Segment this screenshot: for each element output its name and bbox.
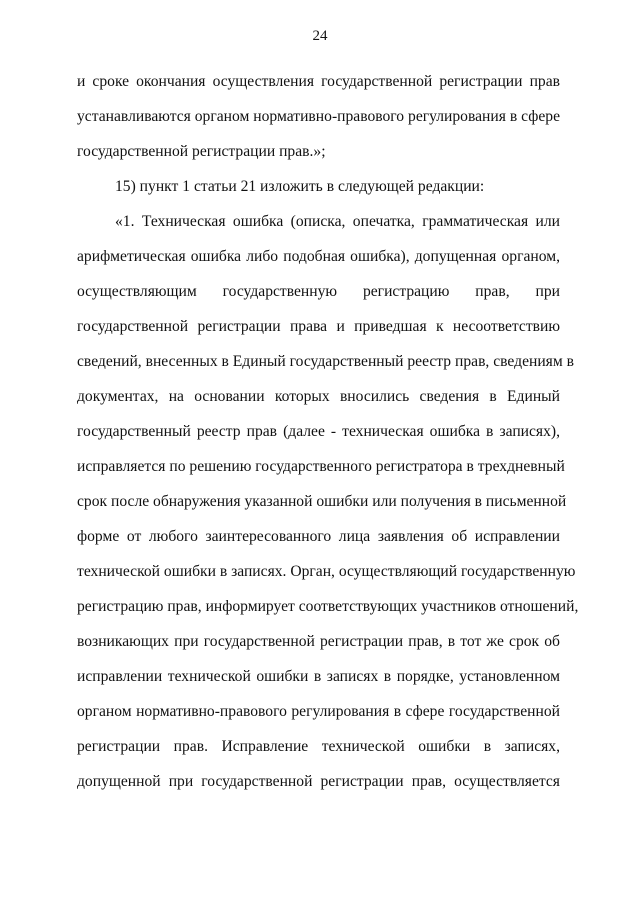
text-line: срок после обнаружения указанной ошибки или получения в письменной xyxy=(77,493,567,510)
text-line: и сроке окончания осуществления государственной регистрации прав xyxy=(77,73,560,90)
text-line: допущенной при государственной регистрации прав, осуществляется xyxy=(77,773,560,790)
text-line: «1. Техническая ошибка (описка, опечатка, грамматическая или xyxy=(115,213,560,230)
page-number: 24 xyxy=(312,28,328,44)
text-line: органом нормативно-правового регулирования в сфере государственной xyxy=(77,703,560,720)
text-line: форме от любого заинтересованного лица заявления об исправлении xyxy=(77,528,560,545)
text-line: устанавливаются органом нормативно-правового регулирования в сфере xyxy=(77,108,560,125)
text-line: арифметическая ошибка либо подобная ошибка), допущенная органом, xyxy=(77,248,560,265)
document-body xyxy=(77,64,579,799)
text-line: 15) пункт 1 статьи 21 изложить в следующей редакции: xyxy=(115,178,485,195)
text-line: сведений, внесенных в Единый государственный реестр прав, сведениям в xyxy=(77,353,574,370)
text-line: документах, на основании которых вносились сведения в Единый xyxy=(77,388,560,405)
text-line: возникающих при государственной регистрации прав, в тот же срок об xyxy=(77,633,560,650)
text-line: осуществляющим государственную регистрацию прав, при xyxy=(77,283,560,300)
text-line: государственный реестр прав (далее - техническая ошибка в записях), xyxy=(77,423,560,440)
text-line: исправляется по решению государственного регистратора в трехдневный xyxy=(77,458,565,475)
text-line: государственной регистрации прав.»; xyxy=(77,143,326,160)
text-line: исправлении технической ошибки в записях в порядке, установленном xyxy=(77,668,560,685)
text-line: регистрацию прав, информирует соответствующих участников отношений, xyxy=(77,598,579,615)
text-line: технической ошибки в записях. Орган, осуществляющий государственную xyxy=(77,563,576,580)
text-line: государственной регистрации права и приведшая к несоответствию xyxy=(77,318,560,335)
text-line: регистрации прав. Исправление технической ошибки в записях, xyxy=(77,738,560,755)
